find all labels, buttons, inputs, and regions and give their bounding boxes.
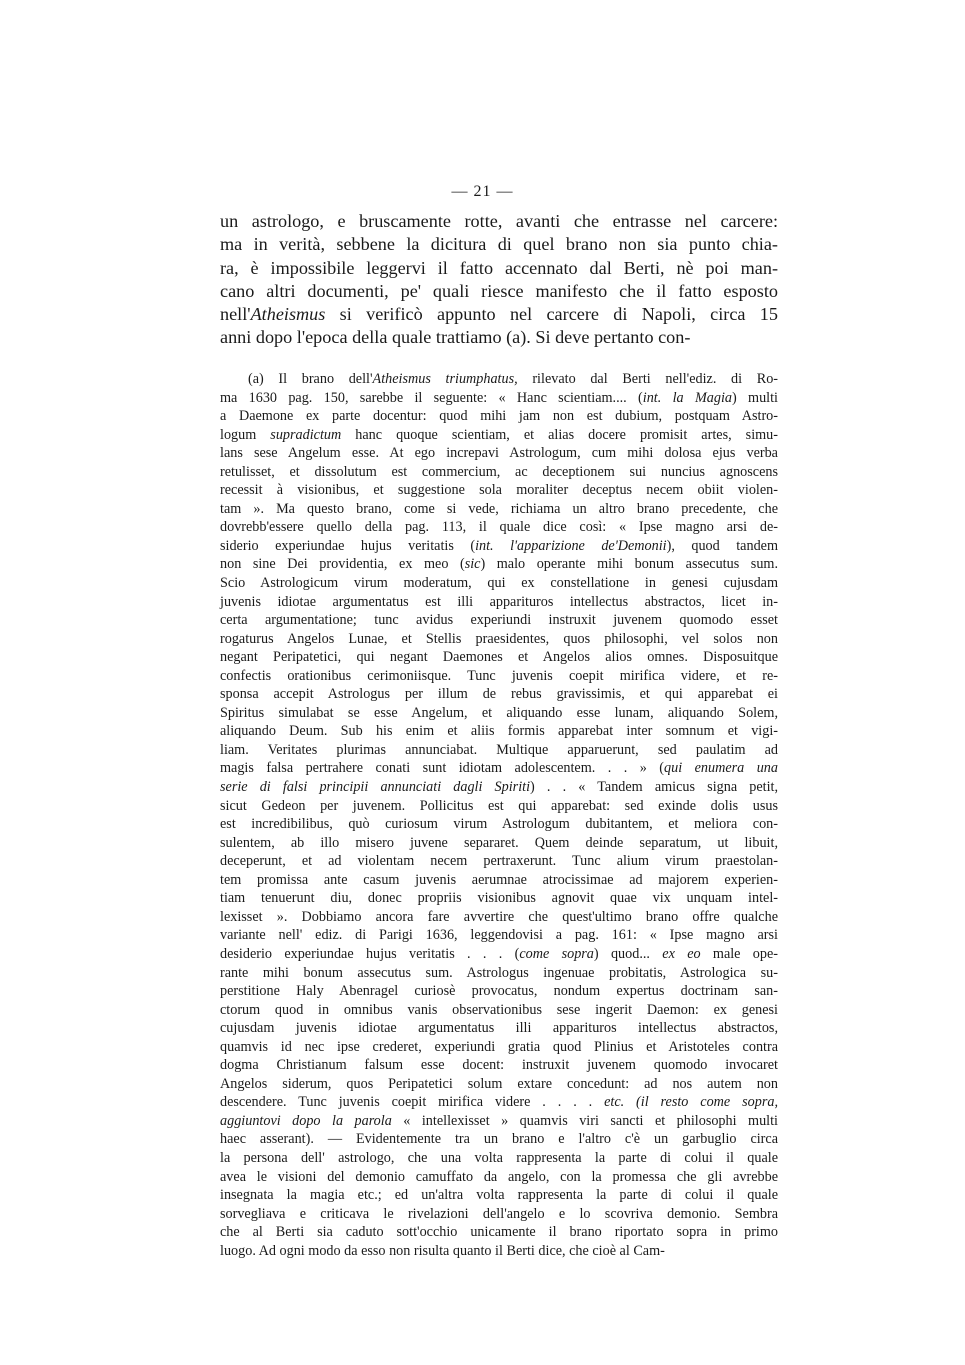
footnote-line: sorvegliava e criticava le rivelazioni dell'angelo e lo scovriva demonio. Sembra: [220, 1205, 778, 1222]
footnote-line: serie di falsi principii annunciati dagli Spiriti) . . « Tandem amicus signa petit,: [220, 779, 779, 796]
footnote-line: haec asserant). — Evidentemente tra un brano e l'altro c'è un garbuglio circa: [220, 1131, 778, 1148]
footnote-line: tam ». Ma questo brano, come si vede, richiama un altro brano precedente, che: [220, 500, 778, 517]
text-line: anni dopo l'epoca della quale trattiamo (a). Si deve pertanto con-: [220, 327, 691, 348]
text-line: cano altri documenti, pe' quali riesce manifesto che il fatto esposto: [220, 280, 778, 301]
footnote-line: negant Peripatetici, qui negant Daemones et Angelos alios omnes. Disposuitque: [220, 649, 778, 666]
italic-text: aggiuntovi dopo la parola: [220, 1112, 392, 1129]
footnote-line: ctorum quod in omnibus vanis observationibus sese ingerit Daemon: ex genesi: [220, 1001, 778, 1018]
footnote-line: juvenis idiotae argumentatus est illi apparituros intellectus abstractos, licet in-: [220, 593, 778, 610]
footnote-line: confectis orationibus cerimoniisque. Tunc juvenis coepit mirifica videre, et re-: [220, 667, 778, 684]
footnote-line: tem promissa ante casum juvenis aerumnae atrocissimae ad majorem experien-: [220, 871, 778, 888]
footnote-line: logum supradictum hanc quoque scientiam, et alias docere promisit artes, simu-: [220, 426, 778, 443]
footnote-line: ma 1630 pag. 150, sarebbe il seguente: « Hanc scientiam.... (int. la Magia) multi: [220, 389, 778, 406]
footnote-line: lans sese Angelum esse. At ego increpavi Astrologum, cum mihi dolosa ejus verba: [220, 445, 778, 462]
main-text: [220, 210, 778, 350]
footnote-line: sicut Gedeon per juvenem. Pollicitus est qui apparebat: sed exinde dolis usus: [220, 797, 778, 814]
italic-text: int. l'apparizione de'Demonii: [475, 537, 667, 554]
footnote-line: magis falsa pertrahere conati sunt idiotam adolescentem. . . » (qui enumera una: [220, 760, 778, 777]
footnote-line: rante mihi bonum assecutus sum. Astrologus ingenuae probitatis, Astrologica su-: [220, 964, 778, 981]
page-number: — 21 —: [451, 183, 514, 200]
italic-text: come sopra: [519, 945, 594, 962]
italic-text: qui enumera una: [664, 760, 778, 777]
footnote-line: Angelos siderum, quos Peripatetici solum extare concedunt: ad nos autem non: [220, 1075, 778, 1092]
footnote-line: siderio experiundae hujus veritatis (int. l'apparizione de'Demonii), quod tandem: [220, 537, 778, 554]
footnote-line: perstitione Haly Abenragel curiosè provocatus, nondum expertus doctrinam san-: [220, 983, 778, 1000]
text-line: nell'Atheismus si verificò appunto nel carcere di Napoli, circa 15: [220, 304, 778, 325]
footnote-line: quamvis id nec ipse crederet, experiundi gratia quod Plinius et Aristoteles contra: [220, 1038, 778, 1055]
italic-text: etc. (il resto come sopra,: [604, 1094, 778, 1111]
italic-text: ex eo: [662, 945, 701, 962]
text-line: un astrologo, e bruscamente rotte, avanti che entrasse nel carcere:: [220, 211, 778, 231]
footnote-line: certa argumentatione; tunc avidus experiundi instruxit juvenem quomodo esset: [220, 612, 778, 629]
footnote-line: aliquando Deum. Sub his enim et aliis formis apparebat inter somnum et vigi-: [220, 723, 778, 740]
footnote: [220, 370, 778, 1260]
italic-text: int. la Magia: [642, 389, 732, 406]
footnote-line: luogo. Ad ogni modo da esso non risulta quanto il Berti dice, che cioè al Cam-: [220, 1242, 665, 1259]
footnote-line: est incredibilibus, quò curiosum virum Astrologum dubitantem, et meliora con-: [220, 816, 778, 833]
italic-text: serie di falsi principii annunciati dagli Spiriti: [220, 779, 531, 796]
italic-text: Atheismus: [250, 304, 326, 325]
footnote-line: la persona dell' astrologo, che una volta rappresenta la parte di colui il quale: [220, 1149, 778, 1166]
footnote-line: deceperunt, et ad violentam necem pertraxerunt. Tunc alium virum praestolan-: [220, 853, 778, 870]
footnote-line: retulisset, et dissolutum est commercium, ac deceptionem sui nuncius agnoscens: [220, 463, 778, 480]
footnote-line: aggiuntovi dopo la parola « intellexisset » quamvis viri sancti et philosophi multi: [220, 1112, 778, 1129]
footnote-line: insegnata la magia etc.; ed un'altra volta rappresenta la parte di colui il quale: [220, 1187, 778, 1204]
italic-text: sic: [464, 556, 481, 573]
footnote-line: Spiritus simulabat se esse Angelum, et aliquando esse lunam, aliquando Solem,: [220, 704, 778, 721]
footnote-line: sponsa accepit Astrologus per illum de rebus gravissimis, et qui apparebat ei: [220, 686, 778, 703]
footnote-line: rogaturus Angelos Lunae, et Stellis praesidentes, quos philosophi, vel solos non: [220, 630, 778, 647]
footnote-line: non sine Dei providentia, ex meo (sic) malo operante mihi bonum assecutus sum.: [220, 556, 779, 573]
footnote-line: Scio Astrologicum virum moderatum, qui ex constellatione in genesi cujusdam: [220, 575, 778, 592]
text-line: ma in verità, sebbene la dicitura di quel brano non sia punto chia-: [220, 234, 778, 255]
italic-text: supradictum: [270, 426, 342, 443]
footnote-line: descendere. Tunc juvenis coepit mirifica videre . . . . etc. (il resto come sopra,: [220, 1094, 778, 1111]
footnote-line: variante nell' ediz. di Parigi 1636, leggendovisi a pag. 161: « Ipse magno arsi: [220, 927, 778, 944]
footnote-line: lexisset ». Dobbiamo ancora fare avvertire che quest'ultimo brano offre qualche: [220, 908, 778, 925]
footnote-line: tiam tenuerunt diu, donec propriis visionibus agnovit quae vix unquam intel-: [220, 890, 778, 907]
footnote-line: cujusdam juvenis idiotae argumentatus illi apparituros intellectus abstractos,: [220, 1020, 778, 1037]
footnote-line: a Daemone ex parte docentur: quod mihi jam non est dubium, postquam Astro-: [220, 408, 778, 425]
footnote-line: liam. Veritates plurimas annunciabat. Multique apparuerunt, sed paulatim ad: [220, 741, 778, 758]
footnote-line: dovrebb'essere quello della pag. 113, il quale dice così: « Ipse magno arsi de-: [220, 519, 778, 536]
footnote-line: dogma Christianum falsum esse docent: instruxit juvenem quomodo invocaret: [220, 1057, 778, 1074]
footnote-line: avea le visioni del demonio camuffato da angelo, con la promessa che gli avrebbe: [220, 1168, 778, 1185]
text-line: ra, è impossibile leggervi il fatto accennato dal Berti, nè poi man-: [220, 257, 778, 278]
footnote-line: desiderio experiundae hujus veritatis . . . (come sopra) quod... ex eo male ope-: [220, 945, 778, 962]
footnote-line: che al Berti sia caduto sott'occhio unicamente il brano riportato sopra in primo: [220, 1224, 778, 1241]
footnote-line: sulentem, ab illo misero juvene separaret. Quem deinde separatum, ut libuit,: [220, 834, 778, 851]
italic-text: Atheismus triumphatus,: [372, 371, 518, 387]
footnote-line: recessit à visionibus, et suggestione sola moraliter deceptus necem obiit violen-: [220, 482, 778, 499]
footnote-line: (a) Il brano dell'Atheismus triumphatus, rilevato dal Berti nell'ediz. di Ro-: [248, 371, 779, 387]
